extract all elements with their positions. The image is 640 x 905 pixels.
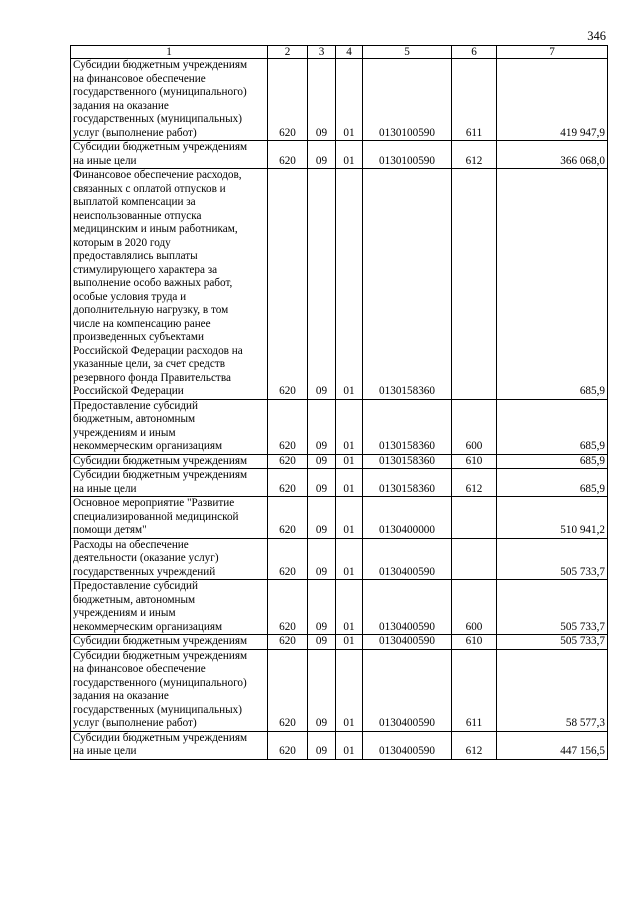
expense-name-line: Российской Федерации <box>73 385 184 397</box>
header-cell: 1 <box>71 46 268 59</box>
expense-name-line: указанные цели, за счет средств <box>73 358 225 370</box>
ministry-code-cell: 620 <box>268 141 308 169</box>
expense-name-line: учреждениям и иным <box>73 426 176 439</box>
target-item-code-cell: 0130400590 <box>363 580 452 635</box>
expense-name-line: государственного (муниципального) <box>73 676 247 689</box>
expense-name-cell <box>71 469 268 497</box>
table-row <box>71 649 608 731</box>
expense-name-line: некоммерческим организациям <box>73 620 223 633</box>
expense-name-line: произведенных субъектами <box>73 331 204 343</box>
expense-type-code-cell: 600 <box>452 580 497 635</box>
subsection-code-cell: 01 <box>336 580 363 635</box>
expense-name-line: числе на компенсацию ранее <box>73 317 211 330</box>
expense-name-line: Расходы на обеспечение <box>73 538 189 551</box>
expense-type-code-cell: 612 <box>452 469 497 497</box>
expense-name-line: специализированной медицинской <box>73 510 239 523</box>
amount-cell: 505 733,7 <box>497 580 608 635</box>
expense-name-line: медицинским и иным работникам, <box>73 223 238 235</box>
expense-name-line: Субсидии бюджетным учреждениям <box>73 454 248 467</box>
expense-name-line: Предоставление субсидий <box>73 580 199 592</box>
amount-cell: 505 733,7 <box>497 635 608 650</box>
amount-cell: 447 156,5 <box>497 731 608 759</box>
target-item-code-cell: 0130400590 <box>363 635 452 650</box>
header-cell: 2 <box>268 46 308 59</box>
ministry-code-cell: 620 <box>268 469 308 497</box>
ministry-code-cell: 620 <box>268 497 308 539</box>
expense-name-cell <box>71 731 268 759</box>
expense-name-line: Финансовое обеспечение расходов, <box>73 169 242 181</box>
expense-type-code-cell: 610 <box>452 454 497 469</box>
subsection-code-cell: 01 <box>336 538 363 580</box>
target-item-code-cell: 0130100590 <box>363 141 452 169</box>
expense-name-line: на финансовое обеспечение <box>73 663 206 675</box>
page-number: 346 <box>587 29 606 43</box>
subsection-code-cell: 01 <box>336 59 363 141</box>
expense-name-cell <box>71 649 268 731</box>
header-cell: 3 <box>308 46 336 59</box>
table-row <box>71 497 608 539</box>
expense-name-line: бюджетным, автономным <box>73 593 196 606</box>
ministry-code-cell: 620 <box>268 580 308 635</box>
expense-name-line: Субсидии бюджетным учреждениям <box>73 59 248 71</box>
expense-name-line: стимулирующего характера за <box>73 263 218 276</box>
expense-name-line: выполнение особо важных работ, <box>73 277 233 289</box>
ministry-code-cell: 620 <box>268 399 308 454</box>
expense-type-code-cell: 600 <box>452 399 497 454</box>
section-code-cell: 09 <box>308 169 336 400</box>
target-item-code-cell: 0130158360 <box>363 454 452 469</box>
expense-name-line: связанных с оплатой отпусков и <box>73 182 226 195</box>
expense-name-cell <box>71 538 268 580</box>
expense-name-cell <box>71 141 268 169</box>
amount-cell: 366 068,0 <box>497 141 608 169</box>
amount-cell: 685,9 <box>497 399 608 454</box>
amount-cell: 685,9 <box>497 169 608 400</box>
amount-cell: 685,9 <box>497 469 608 497</box>
subsection-code-cell: 01 <box>336 169 363 400</box>
expense-name-line: предоставлялись выплаты <box>73 250 198 262</box>
budget-table <box>70 45 608 760</box>
expense-name-line: государственного (муниципального) <box>73 86 247 98</box>
table-row <box>71 580 608 635</box>
expense-name-line: неиспользованные отпуска <box>73 209 202 222</box>
table-row <box>71 731 608 759</box>
expense-name-line: Основное мероприятие "Развитие <box>73 497 235 509</box>
amount-cell: 510 941,2 <box>497 497 608 539</box>
section-code-cell: 09 <box>308 399 336 454</box>
expense-name-line: Российской Федерации расходов на <box>73 344 243 357</box>
section-code-cell: 09 <box>308 454 336 469</box>
table-row <box>71 141 608 169</box>
table-row <box>71 59 608 141</box>
section-code-cell: 09 <box>308 635 336 650</box>
expense-name-line: задания на оказание <box>73 690 169 702</box>
expense-name-line: Субсидии бюджетным учреждениям <box>73 731 248 744</box>
ministry-code-cell: 620 <box>268 731 308 759</box>
subsection-code-cell: 01 <box>336 469 363 497</box>
expense-name-line: на иные цели <box>73 745 137 757</box>
expense-name-cell <box>71 399 268 454</box>
section-code-cell: 09 <box>308 580 336 635</box>
amount-cell: 685,9 <box>497 454 608 469</box>
target-item-code-cell: 0130158360 <box>363 469 452 497</box>
target-item-code-cell: 0130400590 <box>363 538 452 580</box>
expense-name-line: бюджетным, автономным <box>73 413 196 425</box>
subsection-code-cell: 01 <box>336 141 363 169</box>
expense-name-line: учреждениям и иным <box>73 607 176 619</box>
expense-name-cell <box>71 635 268 650</box>
expense-name-line: на иные цели <box>73 154 137 167</box>
target-item-code-cell: 0130400000 <box>363 497 452 539</box>
expense-name-line: резервного фонда Правительства <box>73 371 231 384</box>
section-code-cell: 09 <box>308 141 336 169</box>
target-item-code-cell: 0130158360 <box>363 169 452 400</box>
expense-name-cell <box>71 580 268 635</box>
table-row <box>71 399 608 454</box>
expense-name-line: на финансовое обеспечение <box>73 72 206 85</box>
ministry-code-cell: 620 <box>268 538 308 580</box>
ministry-code-cell: 620 <box>268 169 308 400</box>
table-row <box>71 635 608 650</box>
table-row <box>71 469 608 497</box>
ministry-code-cell: 620 <box>268 454 308 469</box>
ministry-code-cell: 620 <box>268 59 308 141</box>
expense-name-line: деятельности (оказание услуг) <box>73 552 219 564</box>
subsection-code-cell: 01 <box>336 497 363 539</box>
expense-type-code-cell <box>452 497 497 539</box>
target-item-code-cell: 0130158360 <box>363 399 452 454</box>
expense-name-line: государственных (муниципальных) <box>73 113 242 125</box>
expense-type-code-cell: 611 <box>452 649 497 731</box>
amount-cell: 58 577,3 <box>497 649 608 731</box>
expense-name-line: которым в 2020 году <box>73 236 171 249</box>
expense-name-line: задания на оказание <box>73 99 169 112</box>
ministry-code-cell: 620 <box>268 635 308 650</box>
amount-cell: 505 733,7 <box>497 538 608 580</box>
expense-type-code-cell: 611 <box>452 59 497 141</box>
expense-name-line: государственных (муниципальных) <box>73 703 242 716</box>
expense-type-code-cell: 610 <box>452 635 497 650</box>
expense-name-line: некоммерческим организациям <box>73 440 223 452</box>
expense-name-cell <box>71 497 268 539</box>
expense-type-code-cell <box>452 538 497 580</box>
section-code-cell: 09 <box>308 469 336 497</box>
expense-name-line: Субсидии бюджетным учреждениям <box>73 635 248 647</box>
section-code-cell: 09 <box>308 538 336 580</box>
expense-name-cell <box>71 59 268 141</box>
target-item-code-cell: 0130400590 <box>363 731 452 759</box>
expense-type-code-cell <box>452 169 497 400</box>
header-cell: 5 <box>363 46 452 59</box>
header-cell: 4 <box>336 46 363 59</box>
table-row <box>71 454 608 469</box>
expense-name-line: Субсидии бюджетным учреждениям <box>73 649 248 662</box>
header-row <box>71 46 608 59</box>
expense-name-line: Субсидии бюджетным учреждениям <box>73 469 248 481</box>
target-item-code-cell: 0130400590 <box>363 649 452 731</box>
section-code-cell: 09 <box>308 649 336 731</box>
expense-name-line: услуг (выполнение работ) <box>73 717 197 729</box>
expense-name-line: Субсидии бюджетным учреждениям <box>73 141 248 153</box>
subsection-code-cell: 01 <box>336 731 363 759</box>
header-cell: 7 <box>497 46 608 59</box>
subsection-code-cell: 01 <box>336 649 363 731</box>
expense-name-line: особые условия труда и <box>73 290 187 303</box>
target-item-code-cell: 0130100590 <box>363 59 452 141</box>
expense-name-line: государственных учреждений <box>73 565 216 578</box>
subsection-code-cell: 01 <box>336 399 363 454</box>
amount-cell: 419 947,9 <box>497 59 608 141</box>
header-cell: 6 <box>452 46 497 59</box>
section-code-cell: 09 <box>308 731 336 759</box>
subsection-code-cell: 01 <box>336 635 363 650</box>
expense-name-line: услуг (выполнение работ) <box>73 126 197 139</box>
expense-type-code-cell: 612 <box>452 731 497 759</box>
expense-type-code-cell: 612 <box>452 141 497 169</box>
expense-name-cell <box>71 169 268 400</box>
section-code-cell: 09 <box>308 497 336 539</box>
subsection-code-cell: 01 <box>336 454 363 469</box>
ministry-code-cell: 620 <box>268 649 308 731</box>
expense-name-line: Предоставление субсидий <box>73 399 199 412</box>
table-row <box>71 538 608 580</box>
expense-name-line: дополнительную нагрузку, в том <box>73 304 229 316</box>
table-row <box>71 169 608 400</box>
expense-name-cell <box>71 454 268 469</box>
expense-name-line: на иные цели <box>73 482 137 495</box>
section-code-cell: 09 <box>308 59 336 141</box>
expense-name-line: помощи детям" <box>73 524 147 536</box>
expense-name-line: выплатой компенсации за <box>73 196 196 208</box>
